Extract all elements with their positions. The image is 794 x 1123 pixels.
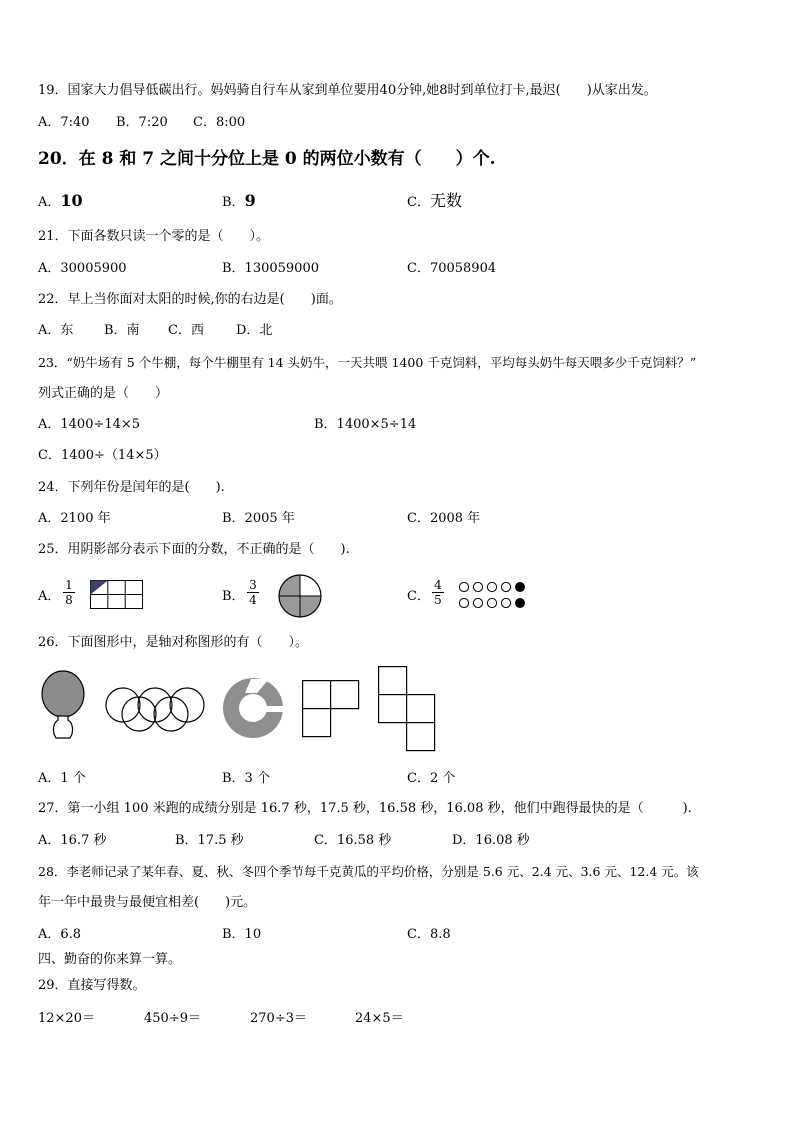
q25-stem: 25．用阴影部分表示下面的分数，不正确的是（ ).	[38, 542, 350, 557]
q25-fraction-a	[63, 578, 75, 607]
q28-option-b[interactable]: B．10	[222, 927, 262, 942]
q20-stem: 20．在 8 和 7 之间十分位上是 0 的两位小数有（ ）个.	[38, 149, 496, 169]
q22-option-b[interactable]: B．南	[104, 323, 140, 338]
q27-option-c[interactable]: C．16.58 秒	[314, 833, 392, 848]
fraction-denominator: 4	[249, 593, 257, 607]
q28-option-c[interactable]: C．8.8	[407, 927, 451, 942]
calc-item-3[interactable]: 270÷3＝	[250, 1011, 307, 1026]
q24-option-c[interactable]: C．2008 年	[407, 511, 481, 526]
stair-squares-figure	[378, 666, 438, 754]
option-value: 10	[60, 191, 83, 210]
option-letter: A．	[38, 195, 61, 210]
q25-figure-a-rectangle	[90, 580, 144, 610]
q29-stem: 29．直接写得数。	[38, 978, 146, 993]
l-shape-squares-figure	[302, 680, 362, 740]
q23-option-b[interactable]: B．1400×5÷14	[314, 417, 417, 432]
q21-option-a[interactable]: A．30005900	[38, 261, 127, 276]
q21-option-b[interactable]: B．130059000	[222, 261, 319, 276]
q28-stem-line1: 28．李老师记录了某年春、夏、秋、冬四个季节每千克黄瓜的平均价格，分别是 5.6 元、2.4 元、3.6 元、12.4 元。该	[38, 864, 699, 879]
option-value: 9	[244, 191, 256, 210]
q19-option-c[interactable]: C．8:00	[193, 115, 246, 130]
q28-option-a[interactable]: A．6.8	[38, 927, 82, 942]
q19-option-b[interactable]: B．7:20	[116, 115, 168, 130]
q26-option-a[interactable]: A．1 个	[38, 771, 86, 786]
q25-figure-c-circles	[458, 580, 534, 610]
q23-stem-line2: 列式正确的是（ ）	[38, 386, 169, 401]
q20-option-c[interactable]	[407, 192, 462, 212]
q27-stem: 27．第一小组 100 米跑的成绩分别是 16.7 秒，17.5 秒，16.58 秒，16.08 秒，他们中跑得最快的是（ ).	[38, 801, 692, 816]
q26-stem: 26．下面图形中，是轴对称图形的有（ ）。	[38, 635, 309, 650]
q27-option-a[interactable]: A．16.7 秒	[38, 833, 107, 848]
bank-logo-figure	[221, 675, 285, 739]
q23-option-a[interactable]: A．1400÷14×5	[38, 417, 141, 432]
q28-stem-line2: 年一年中最贵与最便宜相差( )元。	[38, 895, 257, 910]
q25-fraction-b	[247, 578, 259, 607]
calc-item-4[interactable]: 24×5＝	[355, 1011, 404, 1026]
q22-stem: 22．早上当你面对太阳的时候,你的右边是( )面。	[38, 292, 342, 307]
calc-item-1[interactable]: 12×20＝	[38, 1011, 95, 1026]
q20-option-b[interactable]	[222, 192, 256, 212]
fraction-numerator: 3	[247, 578, 259, 593]
q25-fraction-c	[432, 578, 444, 607]
q26-option-b[interactable]: B．3 个	[222, 771, 270, 786]
option-letter: B．	[222, 195, 245, 210]
q26-option-c[interactable]: C．2 个	[407, 771, 456, 786]
q25-option-a-letter[interactable]: A．	[38, 589, 61, 604]
q20-option-a[interactable]	[38, 192, 83, 212]
q22-option-c[interactable]: C．西	[168, 323, 204, 338]
q25-figure-b-circle	[275, 574, 325, 618]
option-value: 无数	[429, 191, 462, 210]
q24-option-a[interactable]: A．2100 年	[38, 511, 111, 526]
olympic-rings-figure	[103, 686, 209, 732]
section-4-title: 四、勤奋的你来算一算。	[38, 952, 182, 967]
q25-option-c-letter[interactable]: C．	[407, 589, 430, 604]
calc-item-2[interactable]: 450÷9＝	[144, 1011, 201, 1026]
fraction-numerator: 4	[432, 578, 444, 593]
q27-option-d[interactable]: D．16.08 秒	[452, 833, 530, 848]
fraction-numerator: 1	[63, 578, 75, 593]
q24-stem: 24．下列年份是闰年的是( ).	[38, 480, 225, 495]
q22-option-d[interactable]: D．北	[236, 323, 273, 338]
q22-option-a[interactable]: A．东	[38, 323, 74, 338]
ping-pong-paddle-figure	[38, 670, 90, 742]
q21-stem: 21．下面各数只读一个零的是（ ）。	[38, 229, 270, 244]
option-letter: C．	[407, 195, 430, 210]
q21-option-c[interactable]: C．70058904	[407, 261, 497, 276]
q24-option-b[interactable]: B．2005 年	[222, 511, 295, 526]
q23-option-c[interactable]: C．1400÷（14×5）	[38, 448, 167, 463]
fraction-denominator: 8	[65, 593, 73, 607]
q25-option-b-letter[interactable]: B．	[222, 589, 245, 604]
q23-stem-line1: 23．“奶牛场有 5 个牛棚，每个牛棚里有 14 头奶牛，一天共喂 1400 千克饲料，平均每头奶牛每天喂多少千克饲料？”	[38, 355, 697, 370]
q27-option-b[interactable]: B．17.5 秒	[175, 833, 244, 848]
fraction-denominator: 5	[434, 593, 442, 607]
q19-option-a[interactable]: A．7:40	[38, 115, 90, 130]
q19-stem: 19．国家大力倡导低碳出行。妈妈骑自行车从家到单位要用40分钟,她8时到单位打卡,最迟( )从家出发。	[38, 83, 657, 98]
